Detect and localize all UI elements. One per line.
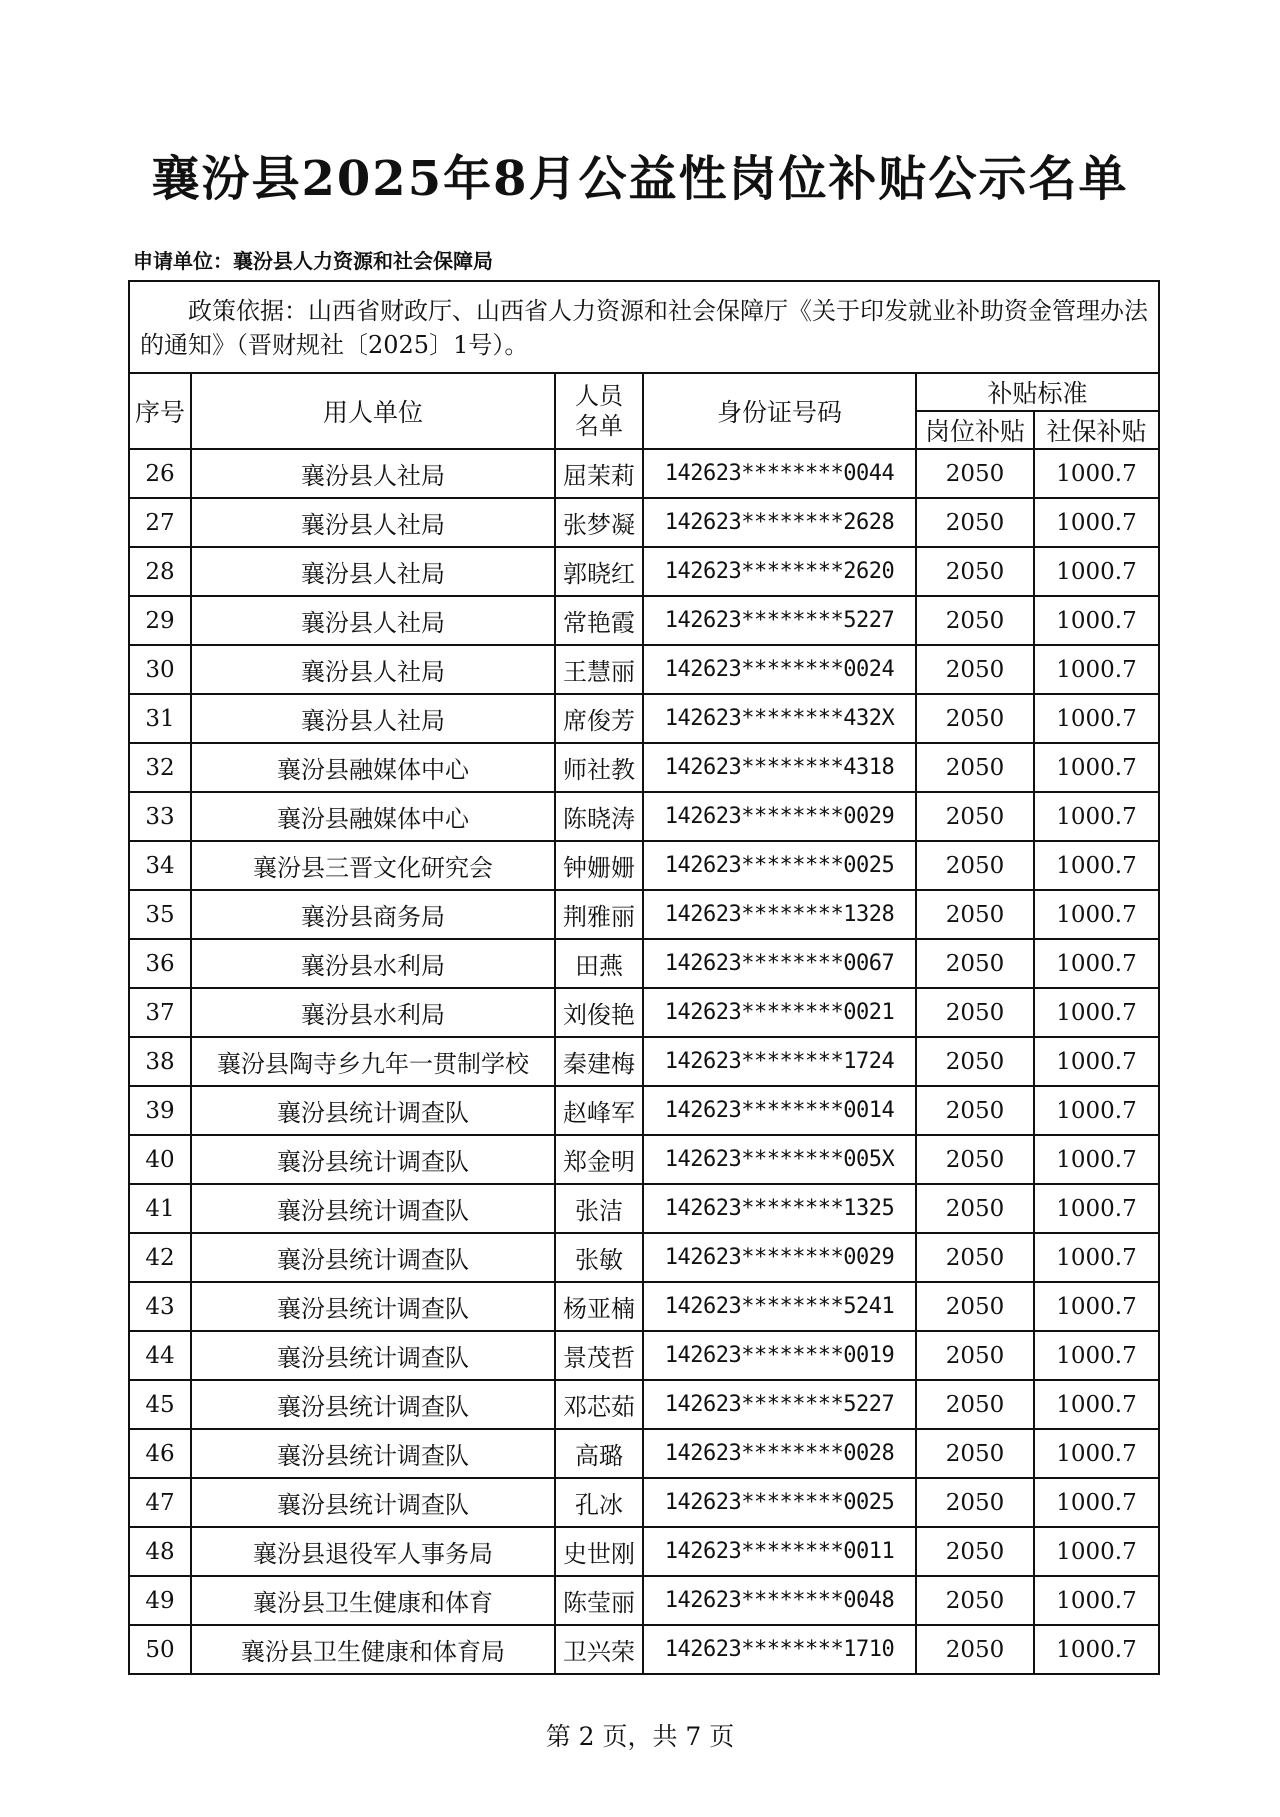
- cell-id: 142623********0048: [643, 1576, 916, 1625]
- cell-name: 史世刚: [555, 1527, 643, 1576]
- cell-name: 陈莹丽: [555, 1576, 643, 1625]
- cell-id: 142623********5227: [643, 1380, 916, 1429]
- table-row: [129, 1086, 1159, 1135]
- cell-seq: 29: [129, 596, 191, 645]
- cell-seq: 39: [129, 1086, 191, 1135]
- table-row: [129, 1331, 1159, 1380]
- cell-name: 郭晓红: [555, 547, 643, 596]
- cell-name: 张梦凝: [555, 498, 643, 547]
- header-row-1: [129, 373, 1159, 411]
- page-title: 襄汾县2025年8月公益性岗位补贴公示名单: [151, 151, 1129, 207]
- header-standard: 补贴标准: [916, 373, 1159, 411]
- cell-social-subsidy: 1000.7: [1034, 1233, 1159, 1282]
- cell-unit: 襄汾县三晋文化研究会: [191, 841, 555, 890]
- cell-id: 142623********0029: [643, 1233, 916, 1282]
- cell-social-subsidy: 1000.7: [1034, 1135, 1159, 1184]
- cell-unit: 襄汾县商务局: [191, 890, 555, 939]
- cell-unit: 襄汾县统计调查队: [191, 1331, 555, 1380]
- header-social: 社保补贴: [1034, 411, 1159, 449]
- cell-unit: 襄汾县人社局: [191, 596, 555, 645]
- cell-seq: 40: [129, 1135, 191, 1184]
- cell-social-subsidy: 1000.7: [1034, 596, 1159, 645]
- cell-name: 屈茉莉: [555, 449, 643, 498]
- cell-id: 142623********0011: [643, 1527, 916, 1576]
- cell-unit: 襄汾县卫生健康和体育: [191, 1576, 555, 1625]
- cell-id: 142623********1325: [643, 1184, 916, 1233]
- cell-seq: 27: [129, 498, 191, 547]
- table-row: [129, 645, 1159, 694]
- cell-social-subsidy: 1000.7: [1034, 792, 1159, 841]
- table-row: [129, 939, 1159, 988]
- cell-unit: 襄汾县统计调查队: [191, 1429, 555, 1478]
- cell-name: 张洁: [555, 1184, 643, 1233]
- cell-unit: 襄汾县统计调查队: [191, 1233, 555, 1282]
- cell-social-subsidy: 1000.7: [1034, 939, 1159, 988]
- cell-name: 景茂哲: [555, 1331, 643, 1380]
- cell-name: 师社教: [555, 743, 643, 792]
- table-row: [129, 449, 1159, 498]
- cell-id: 142623********0019: [643, 1331, 916, 1380]
- table-row: [129, 1184, 1159, 1233]
- cell-seq: 32: [129, 743, 191, 792]
- cell-post-subsidy: 2050: [916, 988, 1034, 1037]
- table-row: [129, 1233, 1159, 1282]
- cell-name: 赵峰军: [555, 1086, 643, 1135]
- cell-unit: 襄汾县融媒体中心: [191, 792, 555, 841]
- cell-post-subsidy: 2050: [916, 1576, 1034, 1625]
- cell-post-subsidy: 2050: [916, 890, 1034, 939]
- cell-id: 142623********0044: [643, 449, 916, 498]
- cell-unit: 襄汾县退役军人事务局: [191, 1527, 555, 1576]
- cell-name: 荆雅丽: [555, 890, 643, 939]
- table-row: [129, 792, 1159, 841]
- cell-social-subsidy: 1000.7: [1034, 1282, 1159, 1331]
- cell-name: 张敏: [555, 1233, 643, 1282]
- cell-name: 钟姗姗: [555, 841, 643, 890]
- cell-id: 142623********0067: [643, 939, 916, 988]
- cell-post-subsidy: 2050: [916, 1233, 1034, 1282]
- table-row: [129, 694, 1159, 743]
- cell-post-subsidy: 2050: [916, 596, 1034, 645]
- cell-social-subsidy: 1000.7: [1034, 890, 1159, 939]
- cell-post-subsidy: 2050: [916, 1135, 1034, 1184]
- cell-seq: 28: [129, 547, 191, 596]
- cell-post-subsidy: 2050: [916, 743, 1034, 792]
- cell-unit: 襄汾县人社局: [191, 547, 555, 596]
- cell-id: 142623********2620: [643, 547, 916, 596]
- cell-post-subsidy: 2050: [916, 694, 1034, 743]
- cell-unit: 襄汾县水利局: [191, 939, 555, 988]
- cell-post-subsidy: 2050: [916, 645, 1034, 694]
- table-row: [129, 1429, 1159, 1478]
- cell-seq: 48: [129, 1527, 191, 1576]
- table-row: [129, 1380, 1159, 1429]
- cell-name: 秦建梅: [555, 1037, 643, 1086]
- cell-name: 常艳霞: [555, 596, 643, 645]
- header-unit: 用人单位: [191, 373, 555, 449]
- cell-unit: 襄汾县统计调查队: [191, 1184, 555, 1233]
- cell-id: 142623********005X: [643, 1135, 916, 1184]
- cell-name: 陈晓涛: [555, 792, 643, 841]
- header-seq: 序号: [129, 373, 191, 449]
- cell-seq: 26: [129, 449, 191, 498]
- header-name: [555, 373, 643, 449]
- cell-post-subsidy: 2050: [916, 841, 1034, 890]
- cell-unit: 襄汾县人社局: [191, 498, 555, 547]
- cell-unit: 襄汾县水利局: [191, 988, 555, 1037]
- cell-seq: 43: [129, 1282, 191, 1331]
- cell-id: 142623********0025: [643, 841, 916, 890]
- cell-post-subsidy: 2050: [916, 547, 1034, 596]
- cell-id: 142623********0028: [643, 1429, 916, 1478]
- cell-unit: 襄汾县统计调查队: [191, 1135, 555, 1184]
- cell-social-subsidy: 1000.7: [1034, 988, 1159, 1037]
- cell-id: 142623********432X: [643, 694, 916, 743]
- cell-social-subsidy: 1000.7: [1034, 841, 1159, 890]
- cell-post-subsidy: 2050: [916, 1086, 1034, 1135]
- header-name-text: 人员名单: [575, 382, 623, 440]
- cell-post-subsidy: 2050: [916, 1184, 1034, 1233]
- table-row: [129, 1282, 1159, 1331]
- cell-post-subsidy: 2050: [916, 792, 1034, 841]
- cell-name: 郑金明: [555, 1135, 643, 1184]
- cell-seq: 30: [129, 645, 191, 694]
- table-row: [129, 547, 1159, 596]
- cell-id: 142623********1328: [643, 890, 916, 939]
- cell-post-subsidy: 2050: [916, 939, 1034, 988]
- cell-seq: 38: [129, 1037, 191, 1086]
- cell-social-subsidy: 1000.7: [1034, 1184, 1159, 1233]
- cell-id: 142623********0021: [643, 988, 916, 1037]
- cell-social-subsidy: 1000.7: [1034, 743, 1159, 792]
- cell-seq: 31: [129, 694, 191, 743]
- cell-name: 王慧丽: [555, 645, 643, 694]
- cell-post-subsidy: 2050: [916, 498, 1034, 547]
- table-row: [129, 596, 1159, 645]
- cell-seq: 47: [129, 1478, 191, 1527]
- subsidy-table: [128, 280, 1160, 1675]
- cell-name: 刘俊艳: [555, 988, 643, 1037]
- cell-seq: 37: [129, 988, 191, 1037]
- cell-social-subsidy: 1000.7: [1034, 498, 1159, 547]
- cell-post-subsidy: 2050: [916, 1429, 1034, 1478]
- cell-id: 142623********2628: [643, 498, 916, 547]
- cell-post-subsidy: 2050: [916, 1331, 1034, 1380]
- cell-name: 杨亚楠: [555, 1282, 643, 1331]
- header-id: 身份证号码: [643, 373, 916, 449]
- cell-social-subsidy: 1000.7: [1034, 1625, 1159, 1674]
- cell-post-subsidy: 2050: [916, 1282, 1034, 1331]
- cell-unit: 襄汾县统计调查队: [191, 1380, 555, 1429]
- cell-post-subsidy: 2050: [916, 449, 1034, 498]
- cell-seq: 36: [129, 939, 191, 988]
- cell-id: 142623********0029: [643, 792, 916, 841]
- cell-social-subsidy: 1000.7: [1034, 1380, 1159, 1429]
- cell-name: 卫兴荣: [555, 1625, 643, 1674]
- cell-social-subsidy: 1000.7: [1034, 1478, 1159, 1527]
- cell-id: 142623********0025: [643, 1478, 916, 1527]
- cell-name: 邓芯茹: [555, 1380, 643, 1429]
- cell-id: 142623********5241: [643, 1282, 916, 1331]
- cell-unit: 襄汾县人社局: [191, 694, 555, 743]
- cell-social-subsidy: 1000.7: [1034, 1086, 1159, 1135]
- table-row: [129, 890, 1159, 939]
- cell-social-subsidy: 1000.7: [1034, 1527, 1159, 1576]
- policy-text-content: 政策依据：山西省财政厅、山西省人力资源和社会保障厅《关于印发就业补助资金管理办法的通知》（晋财规社〔2025〕1号）。: [140, 297, 1148, 359]
- cell-social-subsidy: 1000.7: [1034, 1576, 1159, 1625]
- cell-seq: 46: [129, 1429, 191, 1478]
- cell-name: 席俊芳: [555, 694, 643, 743]
- cell-seq: 45: [129, 1380, 191, 1429]
- cell-unit: 襄汾县统计调查队: [191, 1086, 555, 1135]
- table-row: [129, 1527, 1159, 1576]
- header-post: 岗位补贴: [916, 411, 1034, 449]
- table-row: [129, 498, 1159, 547]
- cell-social-subsidy: 1000.7: [1034, 694, 1159, 743]
- table-row: [129, 1135, 1159, 1184]
- cell-unit: 襄汾县统计调查队: [191, 1282, 555, 1331]
- table-row: [129, 988, 1159, 1037]
- cell-social-subsidy: 1000.7: [1034, 1037, 1159, 1086]
- cell-post-subsidy: 2050: [916, 1380, 1034, 1429]
- cell-name: 高璐: [555, 1429, 643, 1478]
- cell-post-subsidy: 2050: [916, 1037, 1034, 1086]
- cell-social-subsidy: 1000.7: [1034, 1331, 1159, 1380]
- cell-id: 142623********0014: [643, 1086, 916, 1135]
- table-row: [129, 743, 1159, 792]
- table-row: [129, 1625, 1159, 1674]
- cell-social-subsidy: 1000.7: [1034, 547, 1159, 596]
- cell-id: 142623********4318: [643, 743, 916, 792]
- cell-seq: 41: [129, 1184, 191, 1233]
- cell-seq: 44: [129, 1331, 191, 1380]
- cell-post-subsidy: 2050: [916, 1527, 1034, 1576]
- cell-unit: 襄汾县陶寺乡九年一贯制学校: [191, 1037, 555, 1086]
- cell-post-subsidy: 2050: [916, 1625, 1034, 1674]
- cell-seq: 34: [129, 841, 191, 890]
- table-row: [129, 1037, 1159, 1086]
- cell-seq: 33: [129, 792, 191, 841]
- table-row: [129, 841, 1159, 890]
- cell-unit: 襄汾县人社局: [191, 645, 555, 694]
- cell-unit: 襄汾县卫生健康和体育局: [191, 1625, 555, 1674]
- cell-social-subsidy: 1000.7: [1034, 645, 1159, 694]
- cell-seq: 42: [129, 1233, 191, 1282]
- cell-id: 142623********1724: [643, 1037, 916, 1086]
- cell-social-subsidy: 1000.7: [1034, 449, 1159, 498]
- policy-row: [129, 281, 1159, 373]
- cell-name: 田燕: [555, 939, 643, 988]
- cell-seq: 35: [129, 890, 191, 939]
- cell-unit: 襄汾县人社局: [191, 449, 555, 498]
- cell-name: 孔冰: [555, 1478, 643, 1527]
- cell-post-subsidy: 2050: [916, 1478, 1034, 1527]
- page-footer: 第 2 页，共 7 页: [545, 1722, 735, 1751]
- cell-unit: 襄汾县融媒体中心: [191, 743, 555, 792]
- table-row: [129, 1478, 1159, 1527]
- table-row: [129, 1576, 1159, 1625]
- policy-text: [129, 281, 1159, 373]
- applicant-label: 申请单位：襄汾县人力资源和社会保障局: [133, 249, 493, 273]
- cell-id: 142623********0024: [643, 645, 916, 694]
- cell-unit: 襄汾县统计调查队: [191, 1478, 555, 1527]
- cell-social-subsidy: 1000.7: [1034, 1429, 1159, 1478]
- cell-id: 142623********1710: [643, 1625, 916, 1674]
- cell-id: 142623********5227: [643, 596, 916, 645]
- cell-seq: 49: [129, 1576, 191, 1625]
- cell-seq: 50: [129, 1625, 191, 1674]
